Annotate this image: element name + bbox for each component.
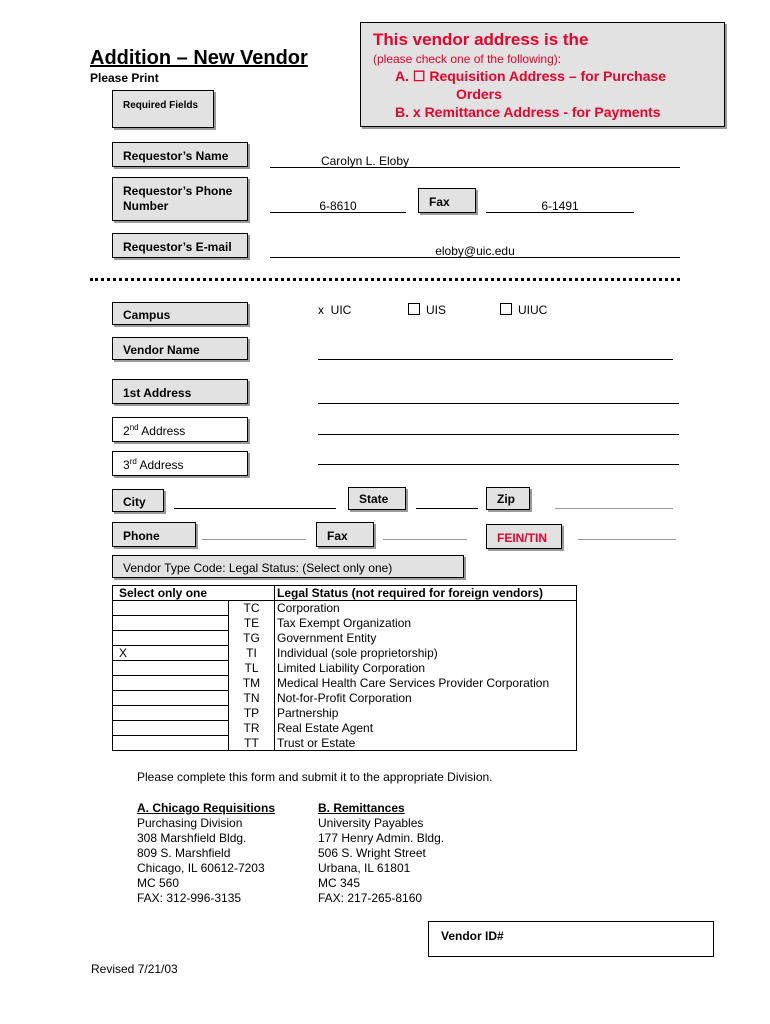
- col-status-header: Legal Status (not required for foreign vendors): [275, 586, 577, 601]
- address-2-num: 2: [123, 424, 130, 438]
- table-row[interactable]: [113, 706, 577, 721]
- zip-label: Zip: [486, 487, 530, 510]
- table-row[interactable]: [113, 616, 577, 631]
- chicago-line: 809 S. Marshfield: [137, 846, 231, 860]
- status-cell: Medical Health Care Services Provider Corporation: [275, 676, 577, 691]
- status-cell: Partnership: [275, 706, 577, 721]
- requestor-phone-label: [112, 177, 248, 221]
- code-cell: TL: [229, 661, 275, 676]
- requestor-email-label: Requestor’s E-mail: [112, 233, 248, 258]
- campus-uic-label: UIC: [330, 303, 352, 317]
- remit-line: FAX: 217-265-8160: [318, 891, 423, 905]
- requestor-email-value[interactable]: eloby@uic.edu: [435, 244, 515, 258]
- vendor-type-heading-text: Vendor Type Code: Legal Status: (Select only one): [123, 561, 393, 575]
- select-cell[interactable]: [113, 661, 229, 676]
- form-subtitle: Please Print: [90, 71, 159, 85]
- state-label: State: [348, 487, 406, 510]
- address-3-line[interactable]: [318, 464, 679, 465]
- remit-line: University Payables: [318, 816, 424, 830]
- vendor-fax-label: Fax: [316, 522, 374, 547]
- address-3-sup: rd: [129, 457, 137, 466]
- select-cell[interactable]: [113, 616, 229, 631]
- select-cell[interactable]: [113, 631, 229, 646]
- table-row[interactable]: [113, 721, 577, 736]
- code-cell: TN: [229, 691, 275, 706]
- vendor-phone-label: Phone: [112, 522, 196, 547]
- vendor-id-box[interactable]: [428, 921, 714, 957]
- vendor-fax-line[interactable]: [383, 539, 467, 540]
- status-cell: Not-for-Profit Corporation: [275, 691, 577, 706]
- vendor-name-line[interactable]: [318, 359, 673, 360]
- chicago-line: Purchasing Division: [137, 816, 243, 830]
- select-cell[interactable]: [113, 721, 229, 736]
- table-header-row: [113, 586, 577, 601]
- code-cell: TG: [229, 631, 275, 646]
- col-select-header: Select only one: [113, 586, 275, 601]
- zip-line[interactable]: [555, 508, 673, 509]
- campus-uis-checkbox-icon[interactable]: [408, 303, 420, 315]
- chicago-line: MC 560: [137, 876, 180, 890]
- vendor-name-label: Vendor Name: [112, 337, 248, 360]
- campus-uiuc-checkbox-icon[interactable]: [500, 303, 512, 315]
- table-row[interactable]: [113, 601, 577, 616]
- chicago-heading: A. Chicago Requisitions: [137, 801, 276, 815]
- form-title: Addition – New Vendor: [90, 47, 308, 69]
- fein-label: [486, 524, 562, 549]
- code-cell: TR: [229, 721, 275, 736]
- select-cell[interactable]: [113, 676, 229, 691]
- address-type-notice: [360, 22, 725, 127]
- status-cell: Corporation: [275, 601, 577, 616]
- required-fields-legend: [112, 90, 214, 128]
- code-cell: TM: [229, 676, 275, 691]
- legal-status-table: [112, 585, 577, 751]
- status-cell: Trust or Estate: [275, 736, 577, 751]
- table-row[interactable]: [113, 661, 577, 676]
- remit-line: Urbana, IL 61801: [318, 861, 411, 875]
- chicago-line: Chicago, IL 60612-7203: [137, 861, 265, 875]
- code-cell: TI: [229, 646, 275, 661]
- campus-option-uis[interactable]: [408, 303, 446, 318]
- campus-label: Campus: [112, 302, 248, 325]
- campus-uic-mark: x: [318, 303, 324, 317]
- status-cell: Individual (sole proprietorship): [275, 646, 577, 661]
- select-cell[interactable]: [113, 691, 229, 706]
- requestor-name-label: Requestor’s Name: [112, 142, 248, 167]
- vendor-phone-line[interactable]: [202, 539, 306, 540]
- remit-heading: B. Remittances: [318, 801, 405, 815]
- fein-label-text: FEIN/TIN: [497, 531, 547, 545]
- address-2-line[interactable]: [318, 434, 679, 435]
- address-1-line[interactable]: [318, 403, 679, 404]
- address-3-text: Address: [136, 458, 184, 472]
- table-row[interactable]: [113, 646, 577, 661]
- chicago-line: FAX: 312-996-3135: [137, 891, 242, 905]
- revision-date: Revised 7/21/03: [91, 962, 178, 976]
- notice-option-a-cont: Orders: [456, 86, 502, 102]
- campus-uis-label: UIS: [426, 303, 447, 317]
- remit-line: MC 345: [318, 876, 361, 890]
- requestor-fax-value[interactable]: 6-1491: [541, 199, 579, 213]
- vendor-id-label: Vendor ID#: [441, 929, 504, 943]
- remit-address-block: [318, 801, 444, 906]
- state-line[interactable]: [416, 508, 478, 509]
- notice-option-a[interactable]: A. ☐ Requisition Address – for Purchase: [395, 68, 667, 84]
- remit-line: 506 S. Wright Street: [318, 846, 426, 860]
- campus-option-uic[interactable]: [318, 303, 351, 318]
- code-cell: TP: [229, 706, 275, 721]
- address-3-label: [112, 451, 248, 476]
- code-cell: TC: [229, 601, 275, 616]
- requestor-fax-label: Fax: [418, 188, 476, 213]
- address-3-num: 3: [123, 458, 130, 472]
- address-2-label: [112, 417, 248, 442]
- table-row[interactable]: [113, 691, 577, 706]
- select-cell[interactable]: [113, 736, 229, 751]
- code-cell: TT: [229, 736, 275, 751]
- chicago-address-block: [137, 801, 275, 906]
- instructions: Please complete this form and submit it to the appropriate Division.: [137, 770, 493, 784]
- required-fields-text: Required Fields: [123, 100, 199, 111]
- notice-instruction: (please check one of the following):: [373, 52, 562, 66]
- address-2-sup: nd: [129, 423, 139, 432]
- chicago-line: 308 Marshfield Bldg.: [137, 831, 247, 845]
- city-label: City: [112, 489, 164, 512]
- requestor-phone-label-2: Number: [123, 199, 169, 213]
- table-row[interactable]: [113, 631, 577, 646]
- status-cell: Government Entity: [275, 631, 577, 646]
- select-cell[interactable]: [113, 601, 229, 616]
- address-1-label: 1st Address: [112, 379, 248, 404]
- status-cell: Tax Exempt Organization: [275, 616, 577, 631]
- requestor-name-value[interactable]: Carolyn L. Eloby: [320, 154, 410, 168]
- notice-option-b[interactable]: B. x Remittance Address - for Payments: [395, 104, 661, 120]
- remit-line: 177 Henry Admin. Bldg.: [318, 831, 445, 845]
- select-cell[interactable]: [113, 706, 229, 721]
- status-cell: Limited Liability Corporation: [275, 661, 577, 676]
- status-cell: Real Estate Agent: [275, 721, 577, 736]
- requestor-phone-label-1: Requestor’s Phone: [123, 184, 233, 198]
- campus-uiuc-label: UIUC: [518, 303, 548, 317]
- vendor-type-heading: [112, 555, 464, 578]
- city-line[interactable]: [174, 508, 336, 509]
- address-2-text: Address: [138, 424, 186, 438]
- fein-line[interactable]: [578, 539, 676, 540]
- code-cell: TE: [229, 616, 275, 631]
- campus-option-uiuc[interactable]: [500, 303, 547, 318]
- select-cell[interactable]: X: [113, 646, 229, 661]
- table-row[interactable]: [113, 676, 577, 691]
- notice-heading: This vendor address is the: [373, 30, 589, 49]
- section-divider: [90, 278, 680, 281]
- requestor-phone-value[interactable]: 6-8610: [319, 199, 357, 213]
- table-row[interactable]: [113, 736, 577, 751]
